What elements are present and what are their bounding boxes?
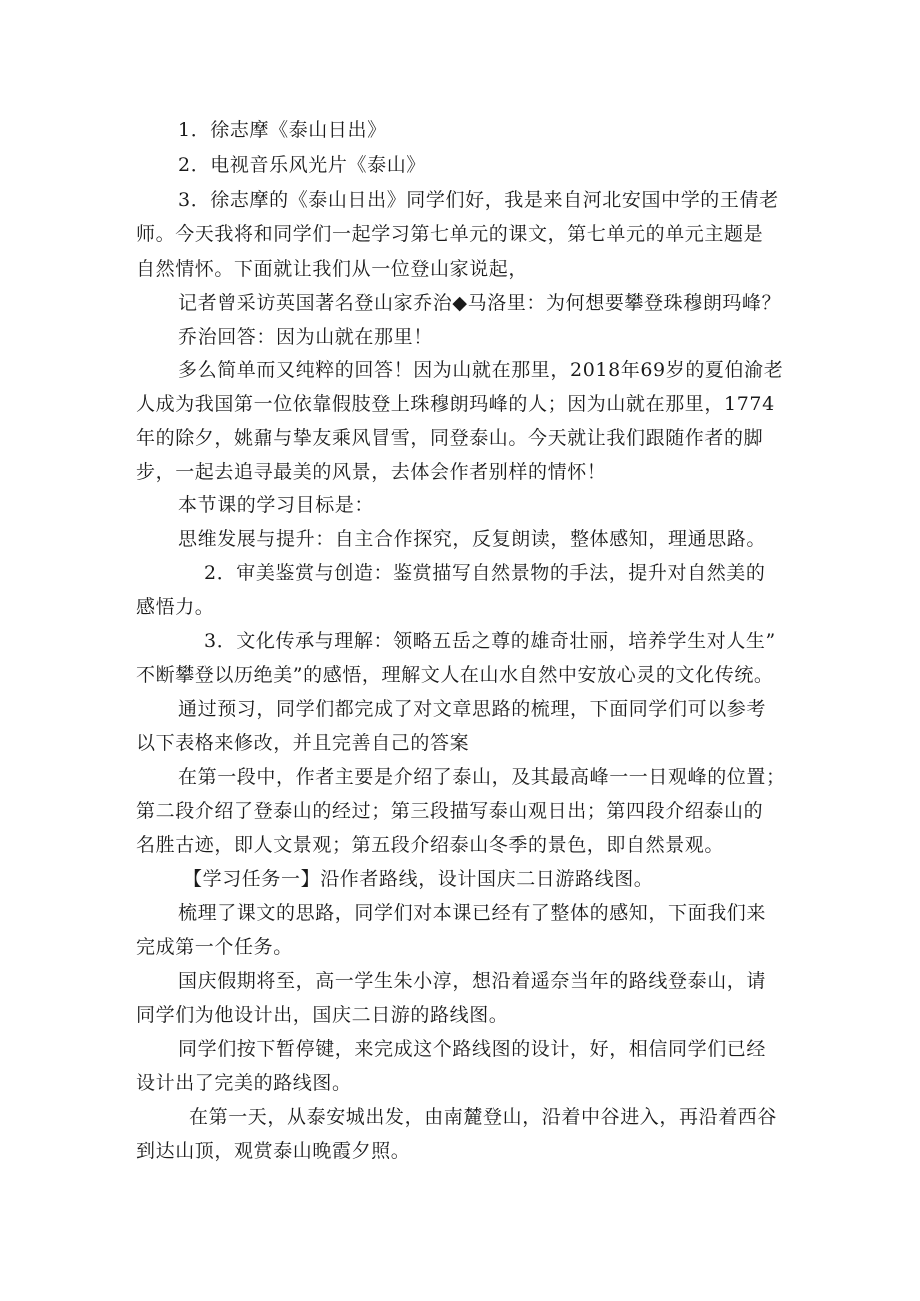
text-line: 多么简单而又纯粹的回答！因为山就在那里，2018年69岁的夏伯渝老 [178,359,784,381]
text-line: 国庆假期将至，高一学生朱小淳，想沿着遥奈当年的路线登泰山，请 [178,970,767,992]
text-line: 设计出了完美的路线图。 [136,1072,352,1094]
text-line: 同学们为他设计出，国庆二日游的路线图。 [136,1004,509,1026]
text-line: 乔治回答：因为山就在那里！ [178,326,433,348]
text-line: 1．徐志摩《泰山日出》 [178,119,387,141]
text-line: 不断攀登以历绝美”的感悟，理解文人在山水自然中安放心灵的文化传统。 [136,664,774,686]
text-line: 通过预习，同学们都完成了对文章思路的梳理，下面同学们可以参考 [178,698,767,720]
text-line: 梳理了课文的思路，同学们对本课已经有了整体的感知，下面我们来 [178,902,767,924]
text-line: 2．审美鉴赏与创造：鉴赏描写自然景物的手法，提升对自然美的 [204,562,766,584]
text-line: 年的除夕，姚鼐与挚友乘风冒雪，同登泰山。今天就让我们跟随作者的脚 [136,427,764,449]
text-line: 人成为我国第一位依靠假肢登上珠穆朗玛峰的人；因为山就在那里，1774 [136,393,775,415]
text-line: 本节课的学习目标是： [178,494,375,516]
text-line: 在第一天，从泰安城出发，由南麓登山，沿着中谷进入，再沿着西谷 [189,1106,778,1128]
text-line: 师。今天我将和同学们一起学习第七单元的课文，第七单元的单元主题是 [136,223,764,245]
text-line: 同学们按下暂停键，来完成这个路线图的设计，好，相信同学们已经 [178,1038,767,1060]
text-line: 2．电视音乐风光片《泰山》 [178,154,426,176]
text-line: 自然情怀。下面就让我们从一位登山家说起， [136,258,529,280]
text-line: 步，一起去追寻最美的风景，去体会作者别样的情怀！ [136,461,607,483]
text-line: 完成第一个任务。 [136,936,293,958]
text-line: 到达山顶，观赏泰山晚霞夕照。 [136,1140,411,1162]
text-line: 在第一段中，作者主要是介绍了泰山，及其最高峰一一日观峰的位置； [178,766,786,788]
text-line: 名胜古迹，即人文景观；第五段介绍泰山冬季的景色，即自然景观。 [136,834,725,856]
text-line: 【学习任务一】沿作者路线，设计国庆二日游路线图。 [183,868,654,890]
text-line: 3．文化传承与理解：领略五岳之尊的雄奇壮丽，培养学生对人生” [204,630,776,652]
text-line: 以下表格来修改，并且完善自己的答案 [136,732,470,754]
text-line: 思维发展与提升：自主合作探究，反复朗读，整体感知，理通思路。 [178,528,767,550]
text-line: 第二段介绍了登泰山的经过；第三段描写泰山观日出；第四段介绍泰山的 [136,800,764,822]
text-line: 记者曾采访英国著名登山家乔治◆马洛里：为何想要攀登珠穆朗玛峰？ [178,292,782,314]
text-line: 感悟力。 [136,596,215,618]
text-line: 3．徐志摩的《泰山日出》同学们好，我是来自河北安国中学的王倩老 [178,189,779,211]
